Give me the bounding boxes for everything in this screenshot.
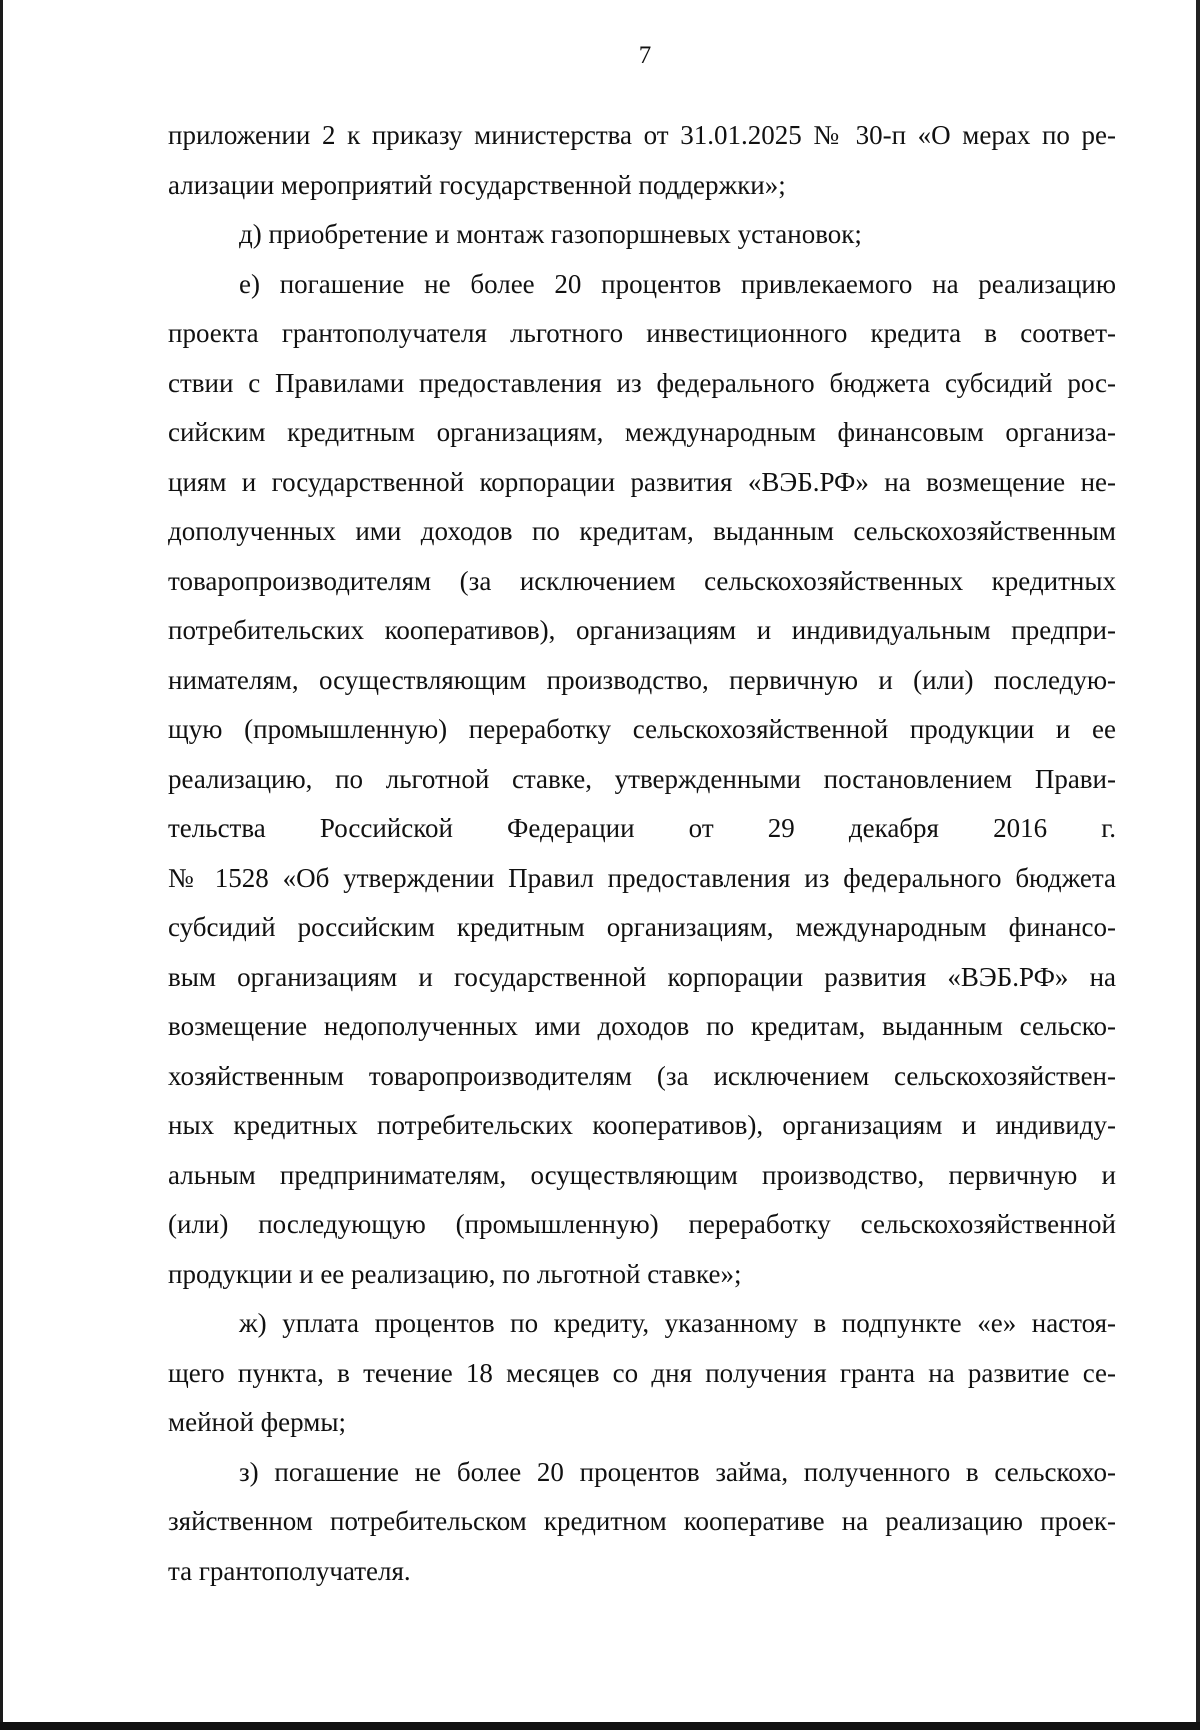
- text-line: реализацию, по льготной ставке, утвержденными постановлением Прави-: [168, 763, 1116, 794]
- text-line: хозяйственным товаропроизводителям (за исключением сельскохозяйствен-: [168, 1060, 1116, 1091]
- text-line: зяйственном потребительском кредитном кооперативе на реализацию проек-: [168, 1506, 1116, 1536]
- text-line: щую (промышленную) переработку сельскохозяйственной продукции и ее: [168, 714, 1116, 744]
- text-line: субсидий российским кредитным организациям, международным финансо-: [168, 912, 1116, 942]
- text-line: сийским кредитным организациям, международным финансовым организа-: [168, 417, 1116, 447]
- scan-edge-left: [0, 0, 3, 1730]
- text-line: тельства Российской Федерации от 29 декабря 2016 г.: [168, 813, 1116, 843]
- text-line: мейной фермы;: [168, 1407, 346, 1437]
- text-line: ных кредитных потребительских кооперативов), организациям и индивиду-: [168, 1110, 1116, 1140]
- text-line: нимателям, осуществляющим производство, первичную и (или) последую-: [168, 664, 1116, 695]
- paragraph: [168, 1448, 1116, 1597]
- text-line: вым организациям и государственной корпорации развития «ВЭБ.РФ» на: [168, 961, 1116, 992]
- text-line: щего пункта, в течение 18 месяцев со дня получения гранта на развитие се-: [168, 1357, 1116, 1388]
- text-line: е) погашение не более 20 процентов привлекаемого на реализацию: [239, 268, 1116, 299]
- text-line: продукции и ее реализацию, по льготной ставке»;: [168, 1258, 742, 1289]
- text-line: возмещение недополученных ими доходов по кредитам, выданным сельско-: [168, 1011, 1116, 1041]
- text-line: д) приобретение и монтаж газопоршневых установок;: [239, 219, 862, 249]
- scan-edge-right: [1196, 0, 1200, 1730]
- text-line: ализации мероприятий государственной поддержки»;: [168, 169, 786, 200]
- text-line: ствии с Правилами предоставления из федерального бюджета субсидий рос-: [168, 367, 1116, 398]
- page-number: 7: [638, 42, 652, 69]
- text-line: проекта грантополучателя льготного инвестиционного кредита в соответ-: [168, 318, 1116, 348]
- paragraph: [168, 260, 1116, 1300]
- scan-edge-bottom: [0, 1722, 1200, 1730]
- text-line: з) погашение не более 20 процентов займа, полученного в сельскохо-: [239, 1456, 1116, 1487]
- text-line: потребительских кооперативов), организациям и индивидуальным предпри-: [168, 615, 1116, 645]
- text-line: товаропроизводителям (за исключением сельскохозяйственных кредитных: [168, 565, 1116, 596]
- text-line: приложении 2 к приказу министерства от 31.01.2025 № 30-п «О мерах по ре-: [168, 120, 1116, 150]
- text-line: циям и государственной корпорации развития «ВЭБ.РФ» на возмещение не-: [168, 466, 1116, 497]
- text-line: № 1528 «Об утверждении Правил предоставления из федерального бюджета: [168, 862, 1116, 893]
- document-body: [168, 111, 1116, 1596]
- text-line: ж) уплата процентов по кредиту, указанному в подпункте «е» настоя-: [239, 1308, 1116, 1338]
- paragraph: [168, 111, 1116, 210]
- paragraph: [168, 1299, 1116, 1448]
- paragraph: [168, 210, 1116, 260]
- text-line: (или) последующую (промышленную) переработку сельскохозяйственной: [168, 1209, 1116, 1239]
- text-line: альным предпринимателям, осуществляющим производство, первичную и: [168, 1159, 1116, 1190]
- text-line: дополученных ими доходов по кредитам, выданным сельскохозяйственным: [168, 516, 1116, 546]
- text-line: та грантополучателя.: [168, 1555, 411, 1586]
